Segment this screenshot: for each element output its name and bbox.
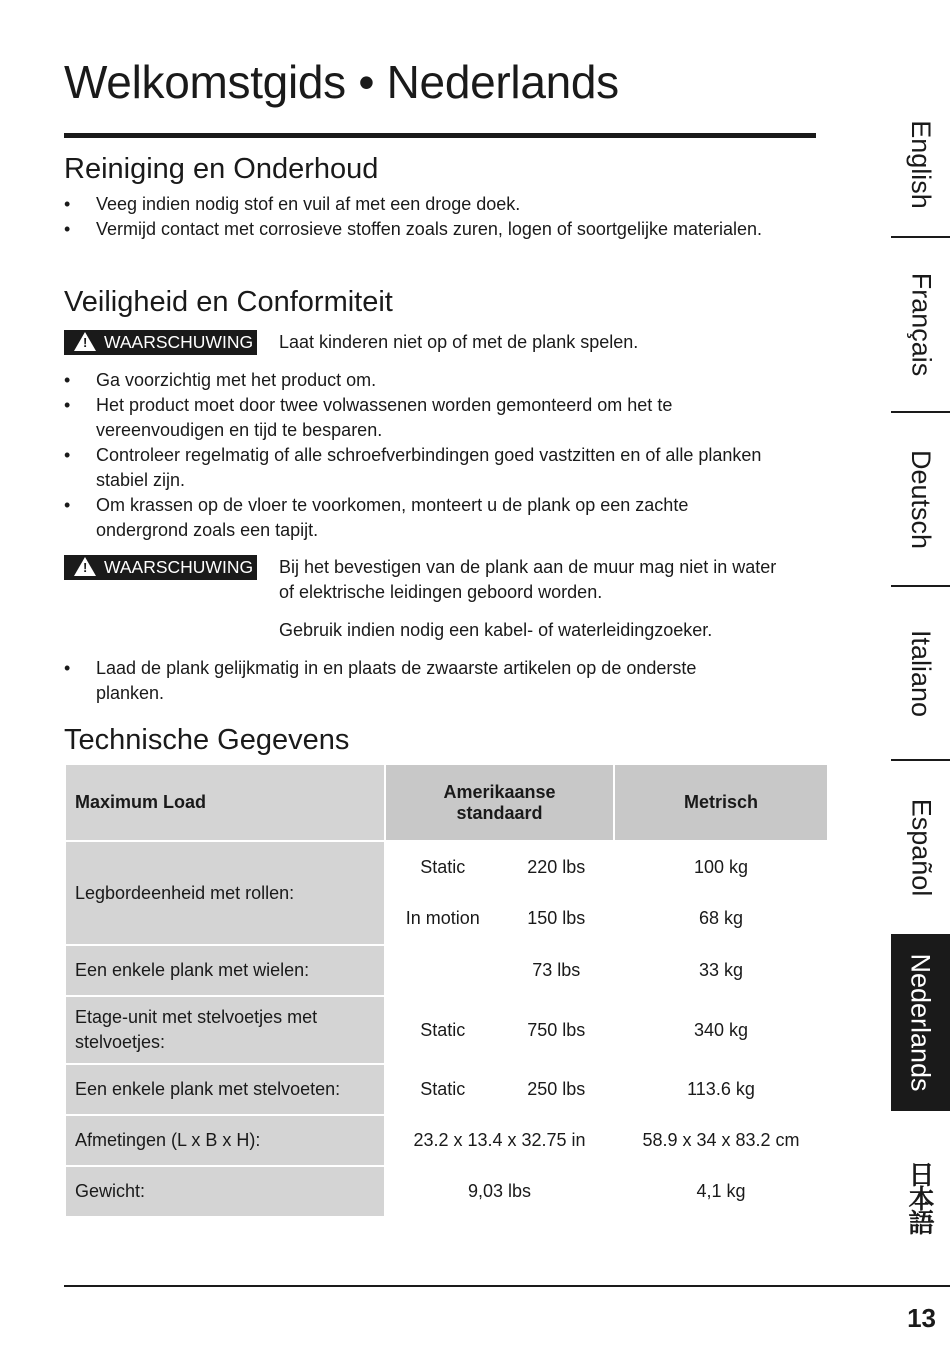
page-number: 13 <box>907 1303 936 1333</box>
load-kind: Static <box>420 1019 466 1040</box>
us-value: 73 lbs <box>532 960 581 980</box>
list-item: • Controleer regelmatig of alle schroefverbindingen goed vastzitten en of alle planken stabiel zijn. <box>64 443 764 493</box>
warning-badge <box>64 330 257 355</box>
list-item: • Vermijd contact met corrosieve stoffen zoals zuren, logen of soortgelijke materialen. <box>64 217 764 242</box>
table-row <box>66 946 827 995</box>
us-cell <box>386 1065 613 1114</box>
row-label: Afmetingen (L x B x H): <box>66 1116 384 1165</box>
tab-label: Deutsch <box>906 449 936 549</box>
tab-espanol[interactable] <box>891 761 950 933</box>
table-row <box>66 842 827 944</box>
load-kind <box>386 960 500 981</box>
tab-label: Italiano <box>906 629 937 717</box>
us-value: 750 lbs <box>527 1019 586 1040</box>
metric-value: 33 kg <box>615 946 827 995</box>
list-item: • Het product moet door twee volwassenen worden gemonteerd om het te vereenvoudigen en tijd te besparen. <box>64 393 764 443</box>
tab-japanese[interactable] <box>891 1111 950 1283</box>
page-title: Welkomstgids • Nederlands <box>64 56 619 108</box>
table-row <box>66 1167 827 1216</box>
row-label: Etage-unit met stelvoetjes met stelvoetjes: <box>66 997 384 1063</box>
safety-heading: Veiligheid en Conformiteit <box>64 286 393 318</box>
list-item: • Ga voorzichtig met het product om. <box>64 368 764 393</box>
tab-label: English <box>906 119 936 209</box>
us-value: 220 lbs <box>527 857 586 877</box>
warning-badge <box>64 555 257 580</box>
tab-label: Nederlands <box>906 953 936 1092</box>
table-row <box>66 1065 827 1114</box>
cleaning-heading: Reiniging en Onderhoud <box>64 153 379 185</box>
warning-text: Laat kinderen niet op of met de plank spelen. <box>279 332 639 352</box>
row-label: Legbordeenheid met rollen: <box>66 842 384 944</box>
warning-text: Bij het bevestigen van de plank aan de muur mag niet in water of elektrische leidingen geboord worden. <box>279 557 777 602</box>
warning-triangle-icon: ! <box>74 332 96 351</box>
specs-heading: Technische Gegevens <box>64 724 350 756</box>
table-header-row <box>66 765 827 840</box>
us-cell <box>386 997 613 1063</box>
table-row <box>66 997 827 1063</box>
load-kind: In motion <box>405 908 480 928</box>
tab-francais[interactable] <box>891 238 950 411</box>
column-header: Amerikaanse standaard <box>386 765 613 840</box>
load-kind: Static <box>420 857 466 877</box>
tab-label: 日本語 <box>905 1161 935 1233</box>
metric-value: 58.9 x 34 x 83.2 cm <box>615 1116 827 1165</box>
footer-divider <box>64 1285 950 1287</box>
tab-label: Español <box>906 798 937 896</box>
list-item: • Laad de plank gelijkmatig in en plaats de zwaarste artikelen op de onderste planken. <box>64 656 764 706</box>
safety-list-2 <box>64 656 764 706</box>
load-kind: Static <box>420 1079 466 1099</box>
metric-value: 100 kg <box>693 857 749 877</box>
specs-table <box>64 763 829 1218</box>
us-value: 9,03 lbs <box>386 1167 613 1216</box>
metric-cell <box>615 842 827 944</box>
table-row <box>66 1116 827 1165</box>
metric-value: 4,1 kg <box>615 1167 827 1216</box>
metric-value: 340 kg <box>615 997 827 1063</box>
us-cell <box>386 946 613 995</box>
us-value: 250 lbs <box>527 1079 586 1099</box>
tab-nederlands[interactable] <box>891 934 950 1111</box>
list-item: • Veeg indien nodig stof en vuil af met een droge doek. <box>64 192 764 217</box>
us-cell <box>386 842 613 944</box>
tab-english[interactable] <box>891 92 950 236</box>
warning-triangle-icon: ! <box>74 557 96 576</box>
tab-deutsch[interactable] <box>891 413 950 585</box>
list-item: • Om krassen op de vloer te voorkomen, monteert u de plank op een zachte ondergrond zoals een tapijt. <box>64 493 764 543</box>
warning-note: Gebruik indien nodig een kabel- of waterleidingzoeker. <box>279 620 713 640</box>
metric-value: 68 kg <box>698 908 744 928</box>
safety-list <box>64 368 764 543</box>
row-label: Een enkele plank met wielen: <box>66 946 384 995</box>
cleaning-list <box>64 192 764 242</box>
column-header: Maximum Load <box>66 765 384 840</box>
tab-italiano[interactable] <box>891 587 950 759</box>
warning-label: WAARSCHUWING <box>104 332 254 352</box>
row-label: Gewicht: <box>66 1167 384 1216</box>
title-divider <box>64 133 816 138</box>
us-value: 150 lbs <box>527 908 586 928</box>
us-value: 23.2 x 13.4 x 32.75 in <box>386 1116 613 1165</box>
tab-label: Français <box>906 272 936 377</box>
warning-label: WAARSCHUWING <box>104 557 254 577</box>
metric-value: 113.6 kg <box>615 1065 827 1114</box>
row-label: Een enkele plank met stelvoeten: <box>66 1065 384 1114</box>
column-header: Metrisch <box>615 765 827 840</box>
